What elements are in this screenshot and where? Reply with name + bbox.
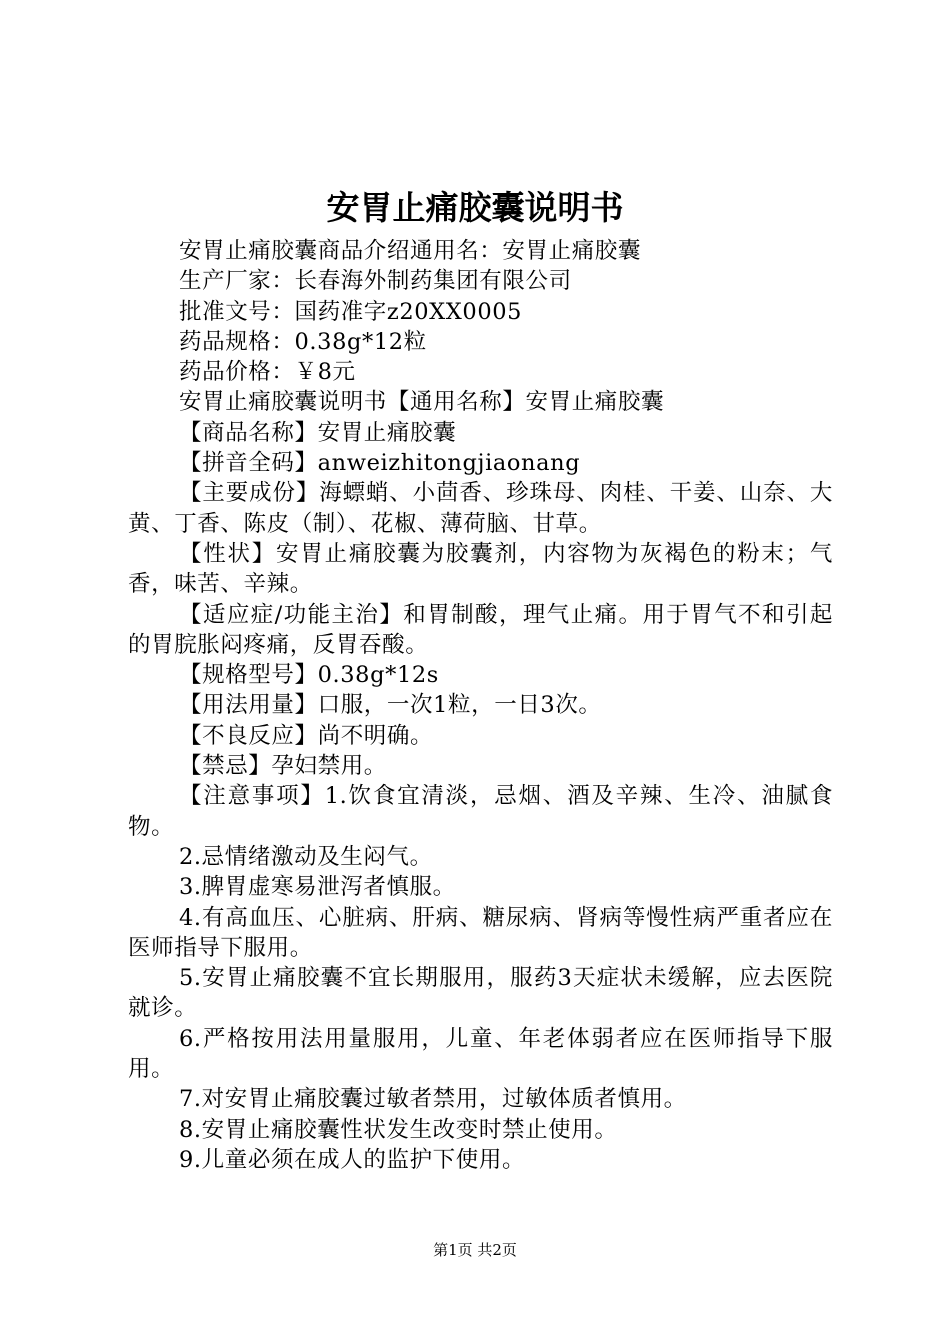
paragraph: 安胃止痛胶囊商品介绍通用名：安胃止痛胶囊	[179, 238, 642, 264]
paragraph: 【不良反应】尚不明确。	[179, 722, 434, 749]
paragraph: 【规格型号】0.38g*12s	[179, 662, 439, 689]
paragraph: 8.安胃止痛胶囊性状发生改变时禁止使用。	[179, 1116, 618, 1143]
document-title: 安胃止痛胶囊说明书	[326, 188, 624, 227]
document-body	[128, 236, 833, 1175]
paragraph: 2.忌情绪激动及生闷气。	[179, 843, 433, 870]
paragraph: 药品价格：￥8元	[179, 359, 356, 386]
page-footer: 第1页 共2页	[433, 1241, 517, 1259]
paragraph: 【拼音全码】anweizhitongjiaonang	[179, 450, 581, 477]
paragraph: 安胃止痛胶囊说明书【通用名称】安胃止痛胶囊	[179, 389, 665, 416]
paragraph: 9.儿童必须在成人的监护下使用。	[179, 1146, 526, 1173]
paragraph: 6.严格按用法用量服用，儿童、年老体弱者应在医师指导下服用。	[128, 1025, 833, 1083]
paragraph: 【注意事项】1.饮食宜清淡，忌烟、酒及辛辣、生冷、油腻食物。	[128, 783, 833, 840]
paragraph: 药品规格：0.38g*12粒	[179, 328, 427, 355]
paragraph: 【性状】安胃止痛胶囊为胶囊剂，内容物为灰褐色的粉末；气香，味苦、辛辣。	[128, 540, 833, 598]
paragraph: 5.安胃止痛胶囊不宜长期服用，服药3天症状未缓解，应去医院就诊。	[128, 965, 833, 1022]
paragraph: 【主要成份】海螵蛸、小茴香、珍珠母、肉桂、干姜、山奈、大黄、丁香、陈皮（制）、花椒、薄荷脑、甘草。	[128, 480, 833, 537]
paragraph: 生产厂家：长春海外制药集团有限公司	[179, 268, 572, 295]
paragraph: 3.脾胃虚寒易泄泻者慎服。	[179, 874, 456, 901]
paragraph: 【商品名称】安胃止痛胶囊	[179, 419, 457, 446]
paragraph: 批准文号：国药准字z20XX0005	[179, 298, 523, 325]
paragraph: 7.对安胃止痛胶囊过敏者禁用，过敏体质者慎用。	[179, 1086, 687, 1113]
paragraph: 【用法用量】口服，一次1粒，一日3次。	[179, 692, 602, 719]
paragraph: 【禁忌】孕妇禁用。	[179, 753, 387, 780]
paragraph: 【适应症/功能主治】和胃制酸，理气止痛。用于胃气不和引起的胃脘胀闷疼痛，反胃吞酸。	[128, 601, 833, 658]
paragraph: 4.有高血压、心脏病、肝病、糖尿病、肾病等慢性病严重者应在医师指导下服用。	[128, 904, 833, 961]
